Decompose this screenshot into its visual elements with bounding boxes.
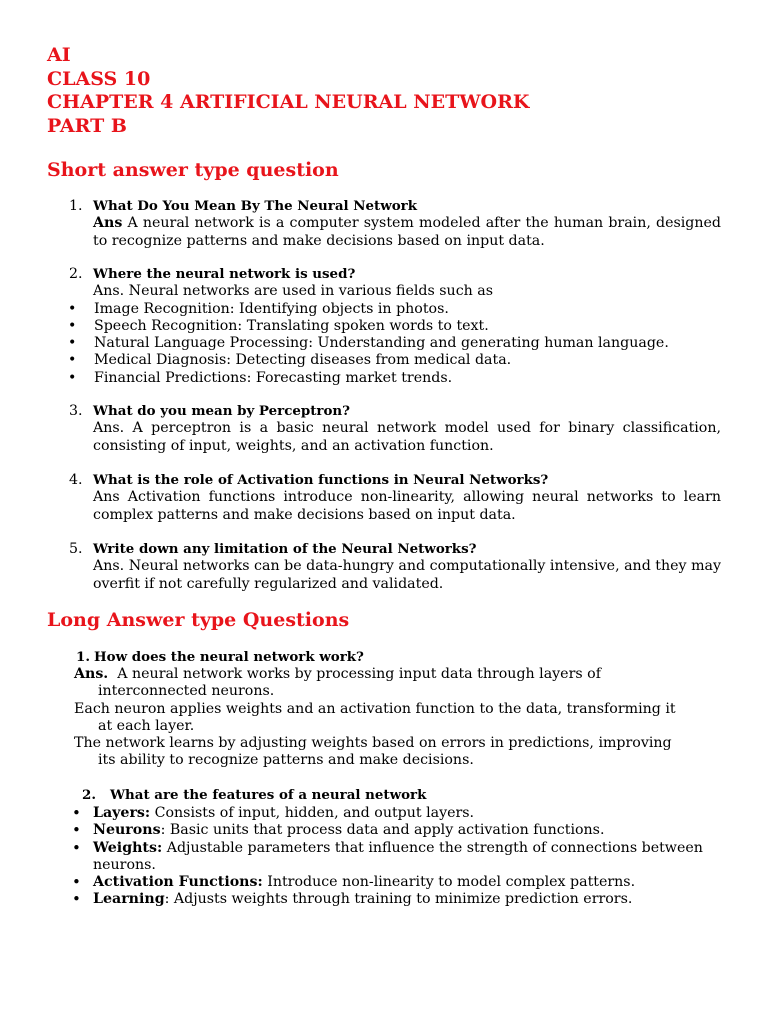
question-number: 4. (69, 472, 83, 488)
long-answer-1 (74, 666, 722, 770)
question-text: What do you mean by Perceptron? (93, 403, 351, 419)
list-item: • Activation Functions: Introduce non-linearity to model complex patterns. (72, 873, 636, 892)
answer-text: Ans. Neural networks can be data-hungry and computationally intensive, and they may overfit if not carefully regularized and validated. (93, 558, 721, 592)
bullet-icon: • (72, 821, 81, 840)
list-item: • Speech Recognition: Translating spoken words to text. (68, 317, 489, 334)
features-list (72, 805, 722, 909)
bullet-icon: • (72, 804, 81, 822)
question-number: 2. (82, 787, 96, 803)
answer-paragraph-1: Ans. A neural network works by processing input data through layers of interconnected neurons. (74, 666, 601, 700)
chapter-title: CHAPTER 4 ARTIFICIAL NEURAL NETWORK (47, 91, 530, 114)
list-item: • Weights: Adjustable parameters that influence the strength of connections between neurons. (72, 838, 703, 873)
bullet-icon: • (68, 352, 77, 369)
list-item: • Medical Diagnosis: Detecting diseases from medical data. (68, 352, 512, 369)
answer-lead: Ans (93, 215, 123, 232)
bullet-icon: • (72, 838, 81, 857)
question-number: 3. (69, 403, 83, 419)
short-question-4 (69, 472, 721, 524)
question-text: What are the features of a neural network (110, 787, 427, 803)
usage-list (66, 301, 721, 387)
answer-text: Ans Activation functions introduce non-linearity, allowing neural networks to learn complex patterns and make decisions based on input data. (93, 489, 721, 523)
answer-text: Ans. A perceptron is a basic neural network model used for binary classification, consisting of input, weights, and an activation function. (93, 420, 721, 454)
answer-text (93, 215, 721, 250)
bullet-icon: • (68, 369, 77, 386)
question-number: 1. (69, 198, 83, 214)
question-text: Write down any limitation of the Neural Networks? (93, 541, 477, 557)
list-item: • Neurons: Basic units that process data and apply activation functions. (72, 821, 605, 840)
long-answer-heading: Long Answer type Questions (47, 609, 350, 631)
short-question-3 (69, 403, 721, 455)
long-question-1 (74, 649, 722, 666)
question-number: 2. (69, 266, 83, 282)
question-text: How does the neural network work? (94, 649, 364, 665)
answer-text: Ans. Neural networks are used in various fields such as (93, 283, 494, 300)
list-item: • Natural Language Processing: Understanding and generating human language. (68, 335, 669, 352)
answer-lead: Ans. (74, 666, 109, 682)
part-title: PART B (47, 115, 127, 138)
short-answer-heading: Short answer type question (47, 159, 339, 181)
list-item: • Image Recognition: Identifying objects in photos. (68, 300, 449, 317)
question-number: 5. (69, 541, 83, 557)
bullet-icon: • (72, 890, 81, 909)
question-text: What Do You Mean By The Neural Network (93, 198, 417, 214)
question-number: 1. (76, 649, 90, 665)
question-text: What is the role of Activation functions in Neural Networks? (93, 472, 549, 488)
answer-paragraph-3: The network learns by adjusting weights based on errors in predictions, improving its ability to recognize patterns and make decisions. (74, 735, 672, 769)
bullet-icon: • (68, 317, 77, 334)
subject-title: AI (47, 44, 71, 66)
list-item: • Financial Predictions: Forecasting market trends. (68, 369, 453, 386)
list-item: • Layers: Consists of input, hidden, and output layers. (72, 804, 475, 822)
short-question-2 (69, 266, 721, 387)
long-question-2 (82, 787, 426, 804)
answer-body: A neural network is a computer system modeled after the human brain, designed to recognize patterns and make decisions based on input data. (93, 215, 721, 249)
bullet-icon: • (68, 300, 77, 317)
document-header (47, 44, 529, 139)
question-text: Where the neural network is used? (93, 266, 356, 282)
short-question-5 (69, 541, 721, 593)
short-question-1 (69, 198, 721, 250)
class-title: CLASS 10 (47, 67, 151, 90)
list-item: • Learning: Adjusts weights through training to minimize prediction errors. (72, 890, 633, 909)
bullet-icon: • (72, 873, 81, 892)
answer-paragraph-2: Each neuron applies weights and an activation function to the data, transforming it at each layer. (74, 700, 676, 734)
bullet-icon: • (68, 335, 77, 352)
